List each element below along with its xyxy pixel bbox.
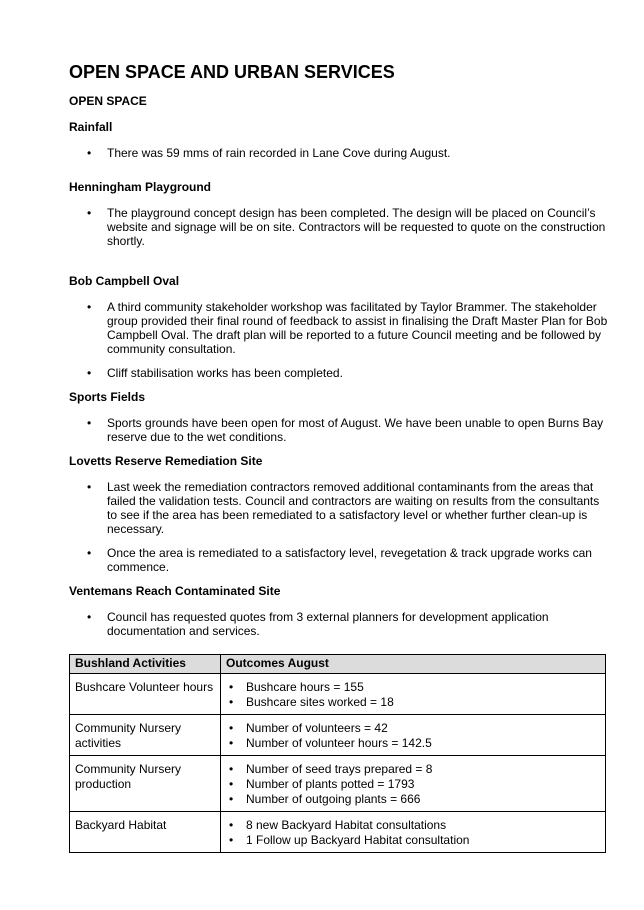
list-item <box>69 416 609 444</box>
list-item <box>69 206 609 248</box>
outcomes-cell <box>221 674 606 715</box>
activity-cell: Bushcare Volunteer hours <box>70 674 221 715</box>
outcome-item <box>226 792 600 807</box>
bullet-icon: • <box>87 480 92 494</box>
outcome-item <box>226 736 600 751</box>
lovetts-reserve-heading: Lovetts Reserve Remediation Site <box>69 454 263 468</box>
list-item-text: A third community stakeholder workshop was facilitated by Taylor Brammer. The stakeholder group provided their final round of feedback to assist in finalising the Draft Master Plan for Bob Campbell Oval. The draft plan will be reported to a future Council meeting and be followed by community consultation. <box>107 300 608 356</box>
bullet-icon: • <box>229 833 234 847</box>
bullet-icon: • <box>87 300 92 314</box>
outcome-item <box>226 762 600 777</box>
section-heading: OPEN SPACE <box>69 94 147 108</box>
bullet-icon: • <box>229 695 234 709</box>
bob-campbell-oval-heading: Bob Campbell Oval <box>69 274 180 288</box>
sports-fields-heading: Sports Fields <box>69 390 146 404</box>
outcome-item <box>226 695 600 710</box>
list-item-text: There was 59 mms of rain recorded in Lane Cove during August. <box>107 146 451 160</box>
bullet-icon: • <box>87 610 92 624</box>
list-item-text: The playground concept design has been completed. The design will be placed on Council’s website and signage will be on site. Contractors will be requested to quote on the construction shortly. <box>107 206 606 248</box>
outcomes-cell <box>221 715 606 756</box>
lovetts-reserve-list <box>69 480 609 574</box>
bob-campbell-list <box>69 300 609 380</box>
henningham-playground-heading: Henningham Playground <box>69 180 212 194</box>
bullet-icon: • <box>87 366 92 380</box>
bullet-icon: • <box>229 792 234 806</box>
sports-fields-list <box>69 416 609 444</box>
table-row <box>70 756 606 812</box>
bullet-icon: • <box>229 736 234 750</box>
outcome-text: 8 new Backyard Habitat consultations <box>246 818 447 832</box>
list-item <box>69 480 609 536</box>
outcomes-cell <box>221 756 606 812</box>
activity-cell: Community Nursery production <box>70 756 221 812</box>
outcomes-cell <box>221 812 606 853</box>
column-header-activities: Bushland Activities <box>70 655 221 674</box>
outcome-item <box>226 680 600 695</box>
bullet-icon: • <box>87 546 92 560</box>
list-item <box>69 546 609 574</box>
outcome-item <box>226 818 600 833</box>
bullet-icon: • <box>229 818 234 832</box>
outcome-item <box>226 721 600 736</box>
bullet-icon: • <box>229 721 234 735</box>
list-item-text: Cliff stabilisation works has been completed. <box>107 366 343 380</box>
table-header-row <box>70 655 606 674</box>
outcome-text: Number of volunteers = 42 <box>246 721 388 735</box>
rainfall-heading: Rainfall <box>69 120 113 134</box>
ventemans-reach-list <box>69 610 609 638</box>
outcome-text: Bushcare hours = 155 <box>246 680 364 694</box>
outcome-item <box>226 833 600 848</box>
bushland-activities-table <box>69 654 606 853</box>
table-row <box>70 812 606 853</box>
outcome-text: Number of plants potted = 1793 <box>246 777 415 791</box>
outcome-text: Bushcare sites worked = 18 <box>246 695 394 709</box>
activity-cell: Backyard Habitat <box>70 812 221 853</box>
bullet-icon: • <box>229 762 234 776</box>
bullet-icon: • <box>87 416 92 430</box>
table-row <box>70 715 606 756</box>
outcome-text: Number of outgoing plants = 666 <box>246 792 421 806</box>
list-item-text: Council has requested quotes from 3 external planners for development application documentation and services. <box>107 610 549 638</box>
list-item <box>69 366 609 380</box>
henningham-list <box>69 206 609 248</box>
list-item <box>69 146 609 160</box>
activity-cell: Community Nursery activities <box>70 715 221 756</box>
outcome-text: Number of seed trays prepared = 8 <box>246 762 433 776</box>
outcome-text: Number of volunteer hours = 142.5 <box>246 736 432 750</box>
column-header-outcomes: Outcomes August <box>221 655 606 674</box>
outcome-text: 1 Follow up Backyard Habitat consultation <box>246 833 470 847</box>
page-title: OPEN SPACE AND URBAN SERVICES <box>69 62 395 82</box>
bullet-icon: • <box>229 777 234 791</box>
outcome-item <box>226 777 600 792</box>
bullet-icon: • <box>229 680 234 694</box>
bullet-icon: • <box>87 146 92 160</box>
list-item-text: Once the area is remediated to a satisfactory level, revegetation & track upgrade works can commence. <box>107 546 592 574</box>
list-item-text: Last week the remediation contractors removed additional contaminants from the areas that failed the validation tests. Council and contractors are waiting on results from the consultants to see if the area has been remediated to a satisfactory level or whether further clean-up is necessary. <box>107 480 600 536</box>
list-item <box>69 610 609 638</box>
list-item <box>69 300 609 356</box>
ventemans-reach-heading: Ventemans Reach Contaminated Site <box>69 584 281 598</box>
table-row <box>70 674 606 715</box>
bullet-icon: • <box>87 206 92 220</box>
list-item-text: Sports grounds have been open for most of August. We have been unable to open Burns Bay reserve due to the wet conditions. <box>107 416 604 444</box>
rainfall-list <box>69 146 609 160</box>
document-page <box>69 62 609 853</box>
